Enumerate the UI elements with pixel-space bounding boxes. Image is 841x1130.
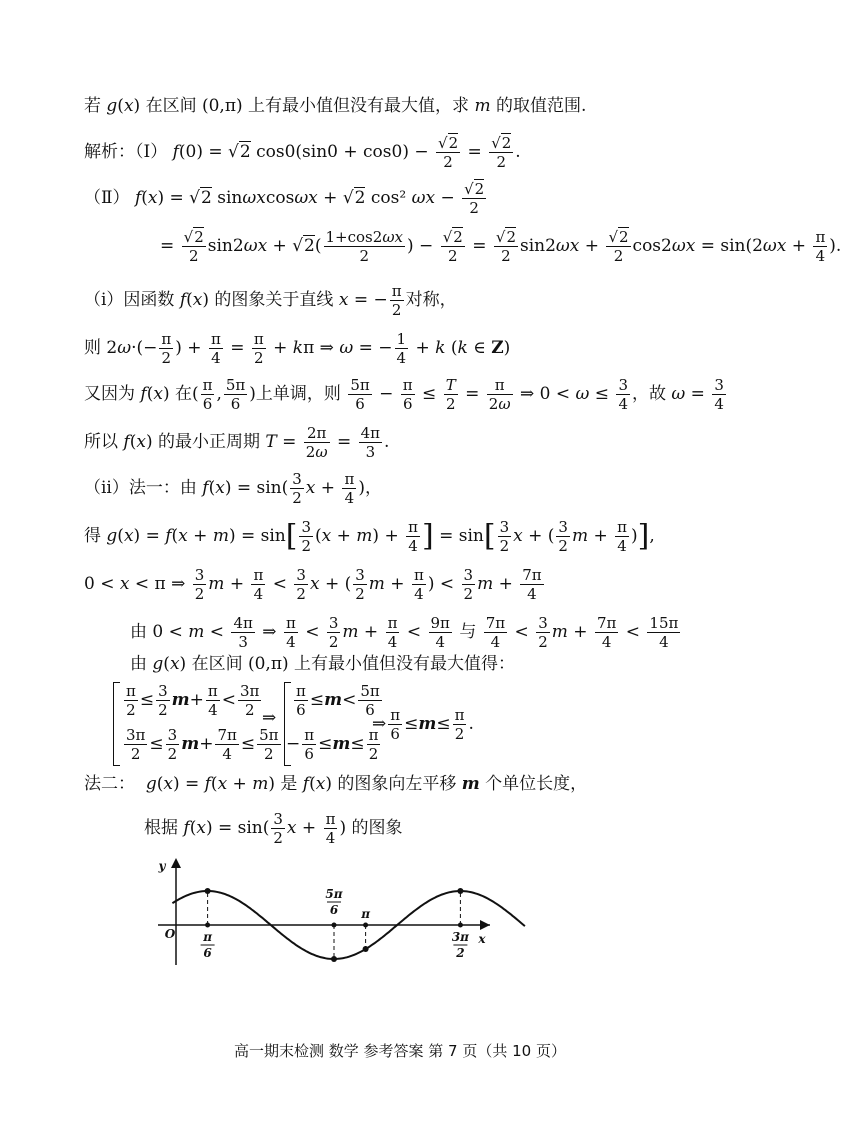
solution-part-2-simplify: = $\frac{√2}{2}$ sin2ωx + √2( $\frac{1+\cos 2\omega x}{2}$ ) − $\frac{√2}{2}$ = $\frac{√2}{2}$ sin2ωx + $\frac{√2}{2}$ cos2ωx = sin(2ωx + $\frac{\pi}{4}$ ). xyxy=(160,228,841,265)
system-result: ⇒ $\frac{\pi}{6}$ ≤m≤ $\frac{\pi}{2}$ . xyxy=(372,706,474,743)
system-brace-1 xyxy=(113,682,120,766)
tick-label-3pi-2-den: 2 xyxy=(456,946,465,960)
tick-label-pi: π xyxy=(361,907,370,921)
system-row-4: − $\frac{\pi}{6}$ ≤m≤ $\frac{\pi}{2}$ xyxy=(286,726,379,763)
x-axis-arrow xyxy=(480,920,490,930)
tick-dot-pi-6 xyxy=(205,923,210,928)
origin-label: O xyxy=(164,927,176,941)
graph-guides xyxy=(205,888,464,962)
tick-label-3pi-2-num: 3π xyxy=(451,930,469,944)
part-i-omega: 则 2ω·(− $\frac{\pi}{2}$ ) + $\frac{\pi}{4}$ = $\frac{\pi}{2}$ + kπ ⇒ ω = − $\frac{1}{4}$ + k (k ∈ Z) xyxy=(84,330,511,367)
part-ii-method-2: 法二： g(x) = f(x + m) 是 f(x) 的图象向左平移 m 个单位长度， xyxy=(84,774,588,794)
x-axis-label: x xyxy=(478,932,486,946)
system-arrow-1: ⇒ xyxy=(262,708,277,728)
part-ii-method-1: （ii）法一：由 f(x) = sin( $\frac{3}{2}$ x + $\frac{\pi}{4}$ )， xyxy=(84,470,382,507)
sine-curve xyxy=(172,891,525,959)
y-axis-label: y xyxy=(158,859,166,873)
part-ii-range: 0 < x < π ⇒ $\frac{3}{2}$ m + $\frac{\pi}{4}$ < $\frac{3}{2}$ x + ( $\frac{3}{2}$ m + $\frac{\pi}{4}$ ) < $\frac{3}{2}$ m + $\frac{7\pi}{4}$ xyxy=(84,566,542,603)
tick-label-pi-6-num: π xyxy=(203,930,212,944)
part-i-monotonic: 又因为 f(x) 在( $\frac{\pi}{6}$ , $\frac{5\pi}{6}$ )上单调，则 $\frac{5\pi}{6}$ − $\frac{\pi}{6}$ ≤ $\frac{T}{2}$ = $\frac{\pi}{2\omega}$ ⇒ 0 < ω ≤ $\frac{3}{4}$ ，故 ω = $\frac{3}{4}$ xyxy=(84,376,724,413)
tick-dot-3pi-2 xyxy=(458,923,463,928)
part-ii-m-range: 由 0 < m < $\frac{4\pi}{3}$ ⇒ $\frac{\pi}{4}$ < $\frac{3}{2}$ m + $\frac{\pi}{4}$ < $\frac{9\pi}{4}$ 与 $\frac{7\pi}{4}$ < $\frac{3}{2}$ m + $\frac{7\pi}{4}$ < $\frac{15\pi}{4}$ xyxy=(130,614,679,651)
problem-statement: 若 g(x) 在区间 (0,π) 上有最小值但没有最大值，求 m 的取值范围. xyxy=(84,96,587,116)
system-row-2: $\frac{3\pi}{2}$ ≤ $\frac{3}{2}$ m+ $\frac{7\pi}{4}$ ≤ $\frac{5\pi}{2}$ xyxy=(126,726,279,763)
point-5pi-6 xyxy=(331,956,337,962)
tick-label-5pi-6-num: 5π xyxy=(325,887,343,901)
graph-labels xyxy=(158,859,487,960)
point-pi-6 xyxy=(205,888,211,894)
part-ii-graph-intro: 根据 f(x) = sin( $\frac{3}{2}$ x + $\frac{\pi}{4}$ ) 的图象 xyxy=(144,810,403,847)
tick-dot-5pi-6 xyxy=(332,923,337,928)
solution-part-1: 解析：（Ⅰ） f(0) = √2 cos0(sin0 + cos0) − $\frac{√2}{2}$ = $\frac{√2}{2}$ . xyxy=(84,134,521,171)
point-pi xyxy=(363,946,369,952)
system-row-1: $\frac{\pi}{2}$ ≤ $\frac{3}{2}$ m+ $\frac{\pi}{4}$ < $\frac{3\pi}{2}$ xyxy=(126,682,260,719)
y-axis-arrow xyxy=(171,858,181,868)
tick-label-pi-6-den: 6 xyxy=(203,946,212,960)
part-i-period: 所以 f(x) 的最小正周期 T = $\frac{2\pi}{2\omega}$ = $\frac{4\pi}{3}$ . xyxy=(84,424,390,461)
point-3pi-2 xyxy=(457,888,463,894)
part-ii-g-expression: 得 g(x) = f(x + m) = sin[ $\frac{3}{2}$ (x + m) + $\frac{\pi}{4}$ ] = sin[ $\frac{3}{2}$ x + ( $\frac{3}{2}$ m + $\frac{\pi}{4}$ )], xyxy=(84,518,655,555)
tick-dot-pi xyxy=(363,923,368,928)
part-ii-condition: 由 g(x) 在区间 (0,π) 上有最小值但没有最大值得： xyxy=(130,654,516,674)
system-row-3: $\frac{\pi}{6}$ ≤m< $\frac{5\pi}{6}$ xyxy=(296,682,380,719)
tick-label-5pi-6-den: 6 xyxy=(329,903,339,917)
solution-part-2-start: （Ⅱ） f(x) = √2 sinωxcosωx + √2 cos² ωx − $\frac{√2}{2}$ xyxy=(84,180,485,217)
page-footer: 高一期末检测 数学 参考答案 第 7 页（共 10 页） xyxy=(233,1042,566,1060)
part-i-symmetry: （i）因函数 f(x) 的图象关于直线 x = − $\frac{\pi}{2}$ 对称， xyxy=(84,282,457,319)
graph-axes xyxy=(158,858,490,965)
